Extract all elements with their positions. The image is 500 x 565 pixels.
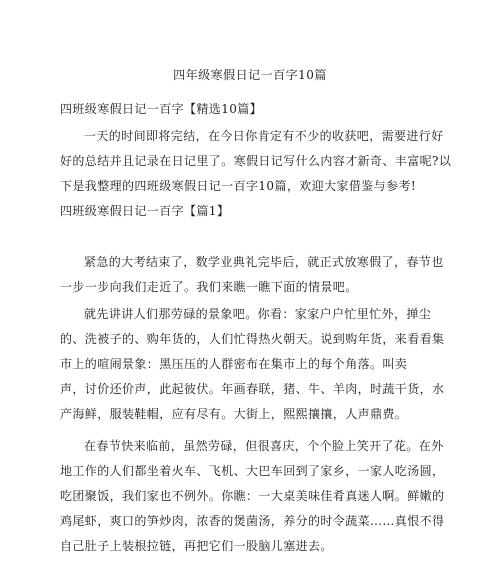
- paragraph-line: 声，讨价还价声，此起彼伏。年画春联，猪、牛、羊肉，时蔬干货，水: [60, 382, 445, 396]
- paragraph-line: 一步一步向我们走近了。我们来瞧一瞧下面的情景吧。: [60, 280, 358, 294]
- intro-line: 好的总结并且记录在日记里了。寒假日记写什么内容才新奇、丰富呢?以: [60, 154, 452, 168]
- paragraph-line: 就先讲讲人们那劳碌的景象吧。你看：家家户户忙里忙外，掸尘: [84, 307, 432, 321]
- subtitle: 四班级寒假日记一百字【精选10篇】: [60, 102, 263, 116]
- paragraph-line: 的、洗被子的、购年货的，人们忙得热火朝天。说到购年货，来看看集: [60, 332, 445, 346]
- paragraph-line: 吃团聚饭，我们家也不例外。你瞧：一大桌美味佳肴真迷人啊。鲜嫩的: [60, 489, 445, 503]
- paragraph-line: 自己肚子上装根拉链，再把它们一股脑儿塞进去。: [60, 539, 333, 553]
- section-heading: 四班级寒假日记一百字【篇1】: [60, 204, 230, 218]
- paragraph-line: 市上的喧闹景象：黑压压的人群密布在集市上的每个角落。叫卖: [60, 357, 408, 371]
- intro-line: 一天的时间即将完结，在今日你肯定有不少的收获吧，需要进行好: [84, 129, 444, 143]
- document-title: 四年级寒假日记一百字10篇: [173, 68, 327, 82]
- paragraph-line: 紧急的大考结束了，数学业典礼完毕后，就正式放寒假了，春节也: [84, 255, 444, 269]
- paragraph-line: 在春节快来临前，虽然劳碌，但很喜庆，个个脸上笑开了花。在外: [84, 439, 444, 453]
- paragraph-line: 产海鲜，服装鞋帽，应有尽有。大街上，熙熙攘攘，人声鼎费。: [60, 407, 408, 421]
- intro-line: 下是我整理的四班级寒假日记一百字10篇，欢迎大家借鉴与参考!: [60, 179, 417, 193]
- paragraph-line: 鸡尾虾，爽口的笋炒肉，浓香的煲菌汤，养分的时令蔬菜……真恨不得: [60, 514, 445, 528]
- paragraph-line: 地工作的人们都坐着火车、飞机、大巴车回到了家乡，一家人吃汤圆，: [60, 464, 445, 478]
